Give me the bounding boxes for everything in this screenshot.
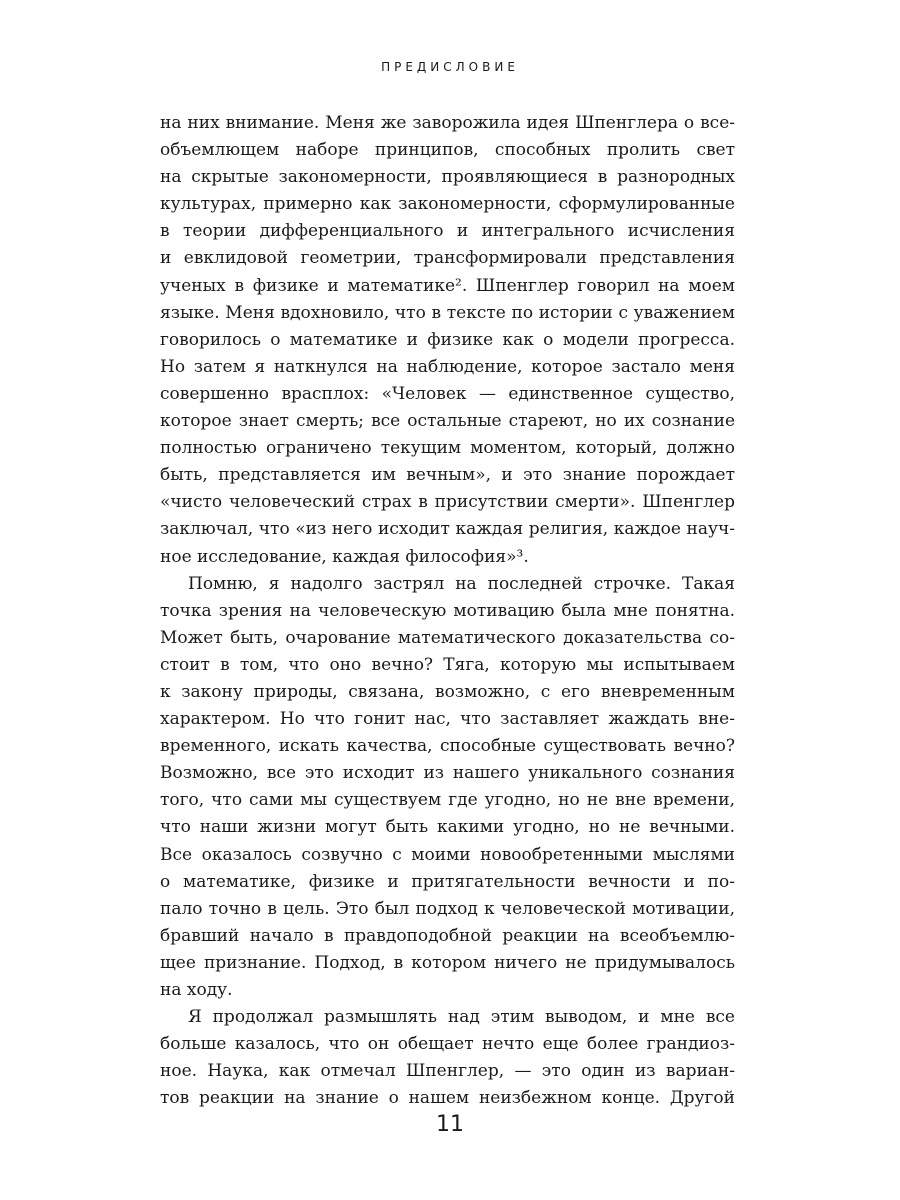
text-line: ученых в физике и математике². Шпенглер говорил на моем [160, 275, 735, 296]
text-line: заключал, что «из него исходит каждая религия, каждое науч- [160, 519, 735, 540]
text-line: на скрытые закономерности, проявляющиеся в разнородных [160, 167, 735, 188]
text-line: объемлющем наборе принципов, способных пролить свет [160, 140, 735, 161]
text-line: того, что сами мы существуем где угодно, но не вне времени, [160, 790, 735, 811]
text-line: Может быть, очарование математического доказательства со- [160, 627, 735, 648]
text-line: быть, представляется им вечным», и это знание порождает [160, 465, 735, 486]
text-line: ное исследование, каждая философия»³. [160, 546, 529, 567]
text-line: в теории дифференциального и интегрального исчисления [160, 221, 735, 242]
text-line: которое знает смерть; все остальные стареют, но их сознание [160, 411, 735, 432]
text-line: точка зрения на человеческую мотивацию была мне понятна. [160, 600, 735, 621]
text-line: бравший начало в правдоподобной реакции на всеобъемлю- [160, 925, 735, 946]
text-line: к закону природы, связана, возможно, с его вневременным [160, 681, 735, 702]
text-line: тов реакции на знание о нашем неизбежном конце. Другой [160, 1088, 735, 1109]
text-line: щее признание. Подход, в котором ничего не придумывалось [160, 952, 735, 973]
text-line: Помню, я надолго застрял на последней строчке. Такая [188, 573, 735, 594]
text-line: «чисто человеческий страх в присутствии смерти». Шпенглер [160, 492, 735, 513]
text-line: говорилось о математике и физике как о модели прогресса. [160, 329, 735, 350]
text-line: стоит в том, что оно вечно? Тяга, которую мы испытываем [160, 654, 735, 675]
text-line: Но затем я наткнулся на наблюдение, которое застало меня [160, 356, 735, 377]
text-line: Все оказалось созвучно с моими новообретенными мыслями [160, 844, 735, 865]
text-line: языке. Меня вдохновило, что в тексте по истории с уважением [160, 302, 735, 323]
text-line: о математике, физике и притягательности вечности и по- [160, 871, 735, 892]
text-line: на ходу. [160, 980, 233, 1000]
text-line: ное. Наука, как отмечал Шпенглер, — это один из вариан- [160, 1061, 735, 1082]
text-line: временного, искать качества, способные существовать вечно? [160, 736, 735, 757]
text-line: совершенно врасплох: «Человек — единственное существо, [160, 383, 735, 404]
text-line: что наши жизни могут быть какими угодно, но не вечными. [160, 817, 735, 838]
text-line: пало точно в цель. Это был подход к человеческой мотивации, [160, 898, 735, 919]
text-line: Возможно, все это исходит из нашего уникального сознания [160, 763, 735, 784]
body-text [160, 110, 735, 1112]
text-line: больше казалось, что он обещает нечто еще более грандиоз- [160, 1034, 735, 1055]
text-line: и евклидовой геометрии, трансформировали представления [160, 248, 735, 269]
text-line: Я продолжал размышлять над этим выводом, и мне все [188, 1007, 735, 1028]
text-line: характером. Но что гонит нас, что заставляет жаждать вне- [160, 709, 735, 730]
text-line: на них внимание. Меня же заворожила идея Шпенглера о все- [160, 113, 735, 133]
text-line: культурах, примерно как закономерности, сформулированные [160, 194, 735, 215]
page-number: 11 [436, 1112, 464, 1137]
running-head: ПРЕДИСЛОВИЕ [381, 60, 519, 74]
text-line: полностью ограничено текущим моментом, который, должно [160, 438, 735, 459]
